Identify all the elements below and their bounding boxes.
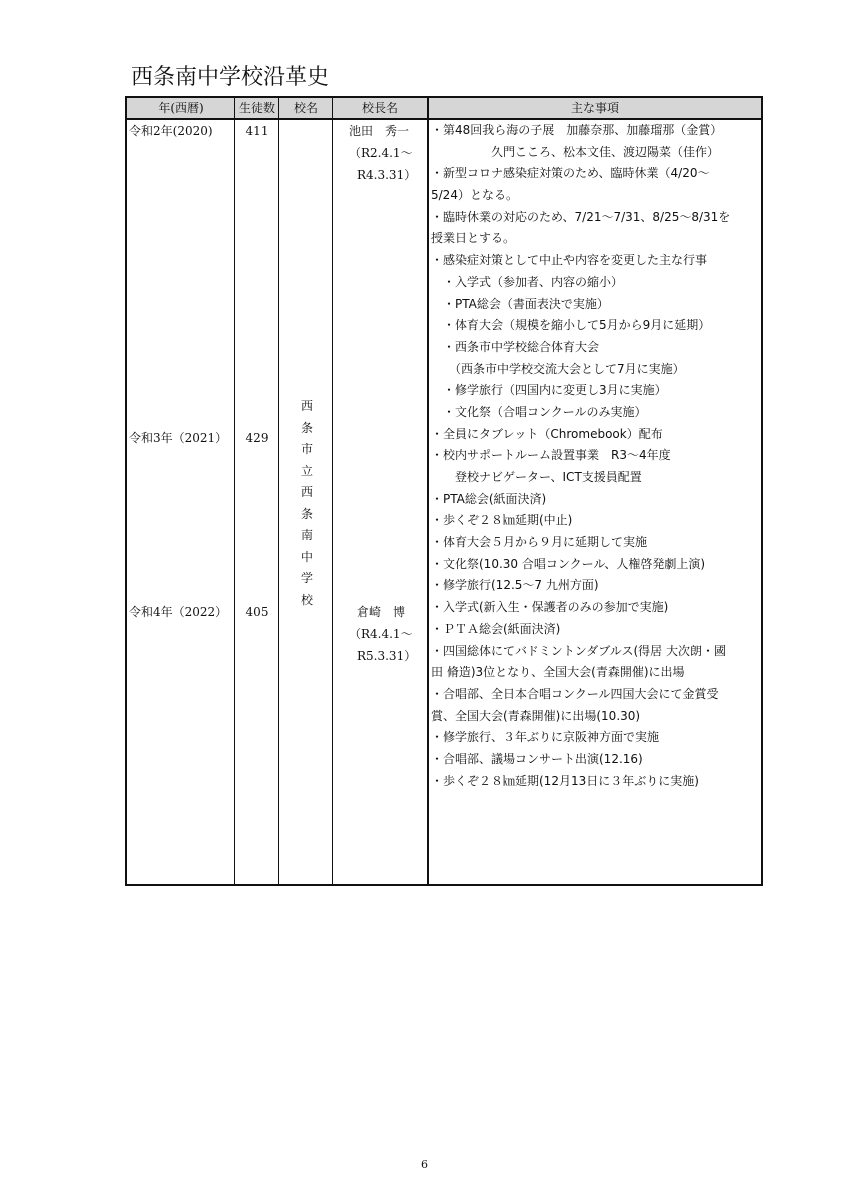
event-line: ・ＰＴＡ総会(紙面決済) bbox=[431, 621, 561, 636]
event-line: ・歩くぞ２８㎞延期(12月13日に３年ぶりに実施) bbox=[431, 773, 699, 788]
header-students: 生徒数 bbox=[238, 101, 275, 115]
events-list bbox=[431, 120, 761, 792]
header-year: 年(西暦) bbox=[158, 101, 204, 115]
column-divider bbox=[234, 98, 235, 884]
event-line: 5/24）となる。 bbox=[431, 188, 518, 203]
event-line: ・体育大会（規模を縮小して5月から9月に延期） bbox=[431, 318, 711, 333]
event-line: 授業日とする。 bbox=[431, 231, 516, 246]
students-cell: 411 bbox=[245, 124, 269, 138]
event-line: （西条市中学校交流大会として7月に実施） bbox=[431, 361, 685, 376]
principal-term-start: （R2.4.1～ bbox=[349, 146, 413, 160]
event-line: ・第48回我ら海の子展 加藤奈那、加藤瑠那（金賞） bbox=[431, 123, 723, 137]
school-name-char: 条 bbox=[300, 506, 313, 521]
event-line: ・PTA総会（書面表決で実施） bbox=[431, 296, 609, 311]
event-line: ・文化祭(10.30 合唱コンクール、人権啓発劇上演) bbox=[431, 556, 706, 571]
event-line: ・修学旅行(12.5～7 九州方面) bbox=[431, 578, 599, 593]
event-line: ・臨時休業の対応のため、7/21～7/31、8/25～8/31を bbox=[431, 209, 731, 224]
event-line: ・合唱部、議場コンサート出演(12.16) bbox=[431, 751, 643, 766]
school-name-char: 中 bbox=[300, 549, 313, 564]
school-name-char: 南 bbox=[300, 528, 313, 542]
year-cell: 令和3年（2021） bbox=[129, 431, 228, 445]
history-table bbox=[125, 96, 763, 886]
year-cell: 令和4年（2022） bbox=[129, 605, 228, 619]
header-school: 校名 bbox=[293, 101, 318, 115]
event-line: 久門こころ、松本文佳、渡辺陽菜（佳作） bbox=[431, 144, 720, 159]
students-cell: 429 bbox=[245, 431, 269, 445]
year-cell: 令和2年(2020) bbox=[129, 124, 213, 138]
school-name-char: 西 bbox=[300, 485, 313, 499]
event-line: 登校ナビゲーター、ICT支援員配置 bbox=[431, 470, 642, 484]
students-cell: 405 bbox=[245, 605, 269, 619]
school-name-char: 市 bbox=[300, 442, 313, 456]
event-line: ・新型コロナ感染症対策のため、臨時休業（4/20～ bbox=[431, 166, 710, 181]
event-line: ・修学旅行（四国内に変更し3月に実施） bbox=[431, 383, 667, 398]
school-name-char: 立 bbox=[300, 463, 313, 478]
column-divider bbox=[427, 98, 429, 884]
event-line: ・PTA総会(紙面決済) bbox=[431, 491, 547, 506]
principal-term-start: （R4.4.1～ bbox=[349, 627, 413, 641]
principal-name: 池田 秀一 bbox=[349, 124, 410, 138]
page-title: 西条南中学校沿革史 bbox=[131, 65, 330, 90]
event-line: ・入学式(新入生・保護者のみの参加で実施) bbox=[431, 600, 669, 615]
event-line: ・文化祭（合唱コンクールのみ実施） bbox=[431, 404, 647, 419]
school-name-char: 学 bbox=[300, 571, 313, 585]
school-name-char: 条 bbox=[300, 420, 313, 435]
event-line: ・入学式（参加者、内容の縮小） bbox=[431, 274, 624, 289]
event-line: ・歩くぞ２８㎞延期(中止) bbox=[431, 513, 573, 528]
school-name-vertical bbox=[280, 396, 334, 611]
event-line: ・西条市中学校総合体育大会 bbox=[431, 339, 600, 354]
page-number: 6 bbox=[421, 1158, 428, 1171]
event-line: 田 脩造)3位となり、全国大会(青森開催)に出場 bbox=[431, 665, 685, 680]
event-line: ・修学旅行、３年ぶりに京阪神方面で実施 bbox=[431, 730, 660, 745]
principal-term-end: R5.3.31） bbox=[357, 649, 417, 663]
event-line: ・校内サポートルーム設置事業 R3～4年度 bbox=[431, 448, 671, 463]
header-events: 主な事項 bbox=[570, 101, 619, 115]
table-header bbox=[127, 98, 761, 120]
column-divider bbox=[278, 98, 279, 884]
header-principal: 校長名 bbox=[361, 101, 398, 115]
event-line: ・合唱部、全日本合唱コンクール四国大会にて金賞受 bbox=[431, 686, 719, 701]
school-name-char: 西 bbox=[300, 399, 313, 413]
principal-name: 倉崎 博 bbox=[357, 605, 406, 619]
school-name-char: 校 bbox=[300, 592, 313, 607]
event-line: ・四国総体にてバドミントンダブルス(得居 大次朗・國 bbox=[431, 643, 726, 658]
principal-term-end: R4.3.31） bbox=[357, 168, 417, 182]
event-line: ・感染症対策として中止や内容を変更した主な行事 bbox=[431, 253, 708, 268]
event-line: 賞、全国大会(青森開催)に出場(10.30) bbox=[431, 708, 641, 723]
event-line: ・体育大会５月から９月に延期して実施 bbox=[431, 535, 648, 550]
event-line: ・全員にタブレット（Chromebook）配布 bbox=[431, 426, 663, 441]
